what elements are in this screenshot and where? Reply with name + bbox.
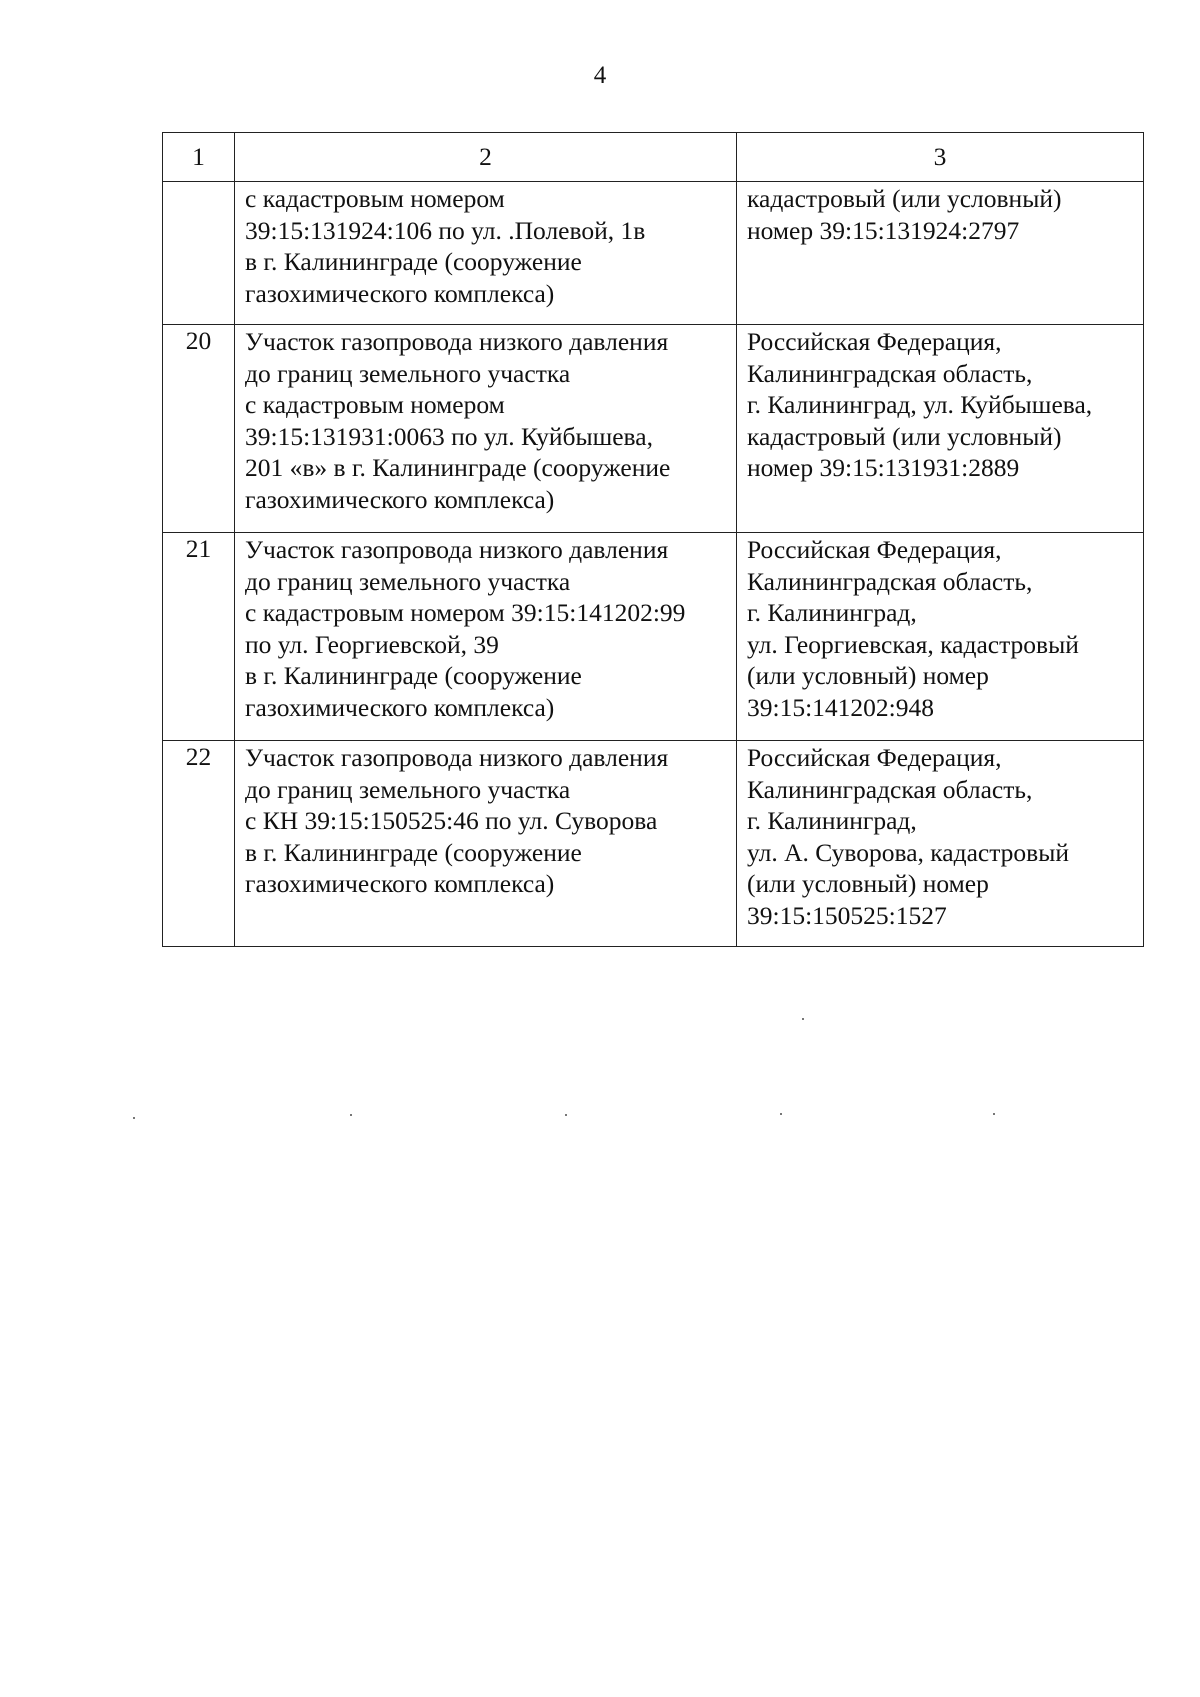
row-address: кадастровый (или условный) номер 39:15:131924:2797 bbox=[737, 182, 1144, 325]
row-address: Российская Федерация, Калининградская область, г. Калининград, ул. А. Суворова, кадастровый (или условный) номер 39:15:150525:1527 bbox=[737, 741, 1144, 947]
row-address: Российская Федерация, Калининградская область, г. Калининград, ул. Куйбышева, кадастровый (или условный) номер 39:15:131931:2889 bbox=[737, 325, 1144, 533]
table-row bbox=[163, 182, 1144, 325]
scan-artifact bbox=[802, 1018, 804, 1020]
column-header-address: 3 bbox=[737, 133, 1144, 182]
scan-artifact bbox=[780, 1113, 782, 1115]
table-row bbox=[163, 741, 1144, 947]
row-number: 22 bbox=[163, 741, 235, 947]
table-row bbox=[163, 533, 1144, 741]
row-description: с кадастровым номером 39:15:131924:106 по ул. .Полевой, 1в в г. Калининграде (сооружение газохимического комплекса) bbox=[235, 182, 737, 325]
row-address: Российская Федерация, Калининградская область, г. Калининград, ул. Георгиевская, кадастровый (или условный) номер 39:15:141202:948 bbox=[737, 533, 1144, 741]
row-description: Участок газопровода низкого давления до границ земельного участка с кадастровым номером 39:15:141202:99 по ул. Георгиевской, 39 в г. Калининграде (сооружение газохимического комплекса) bbox=[235, 533, 737, 741]
row-number: 21 bbox=[163, 533, 235, 741]
scan-artifact bbox=[350, 1114, 352, 1116]
table-header-row bbox=[163, 133, 1144, 182]
property-table bbox=[162, 132, 1144, 947]
row-number bbox=[163, 182, 235, 325]
table-row bbox=[163, 325, 1144, 533]
row-description: Участок газопровода низкого давления до границ земельного участка с КН 39:15:150525:46 по ул. Суворова в г. Калининграде (сооружение газохимического комплекса) bbox=[235, 741, 737, 947]
row-description: Участок газопровода низкого давления до границ земельного участка с кадастровым номером 39:15:131931:0063 по ул. Куйбышева, 201 «в» в г. Калининграде (сооружение газохимического комплекса) bbox=[235, 325, 737, 533]
scan-artifact bbox=[565, 1114, 567, 1116]
scan-artifact bbox=[133, 1117, 135, 1119]
page-number: 4 bbox=[593, 62, 607, 89]
scan-artifact bbox=[993, 1113, 995, 1115]
column-header-description: 2 bbox=[235, 133, 737, 182]
column-header-number: 1 bbox=[163, 133, 235, 182]
row-number: 20 bbox=[163, 325, 235, 533]
